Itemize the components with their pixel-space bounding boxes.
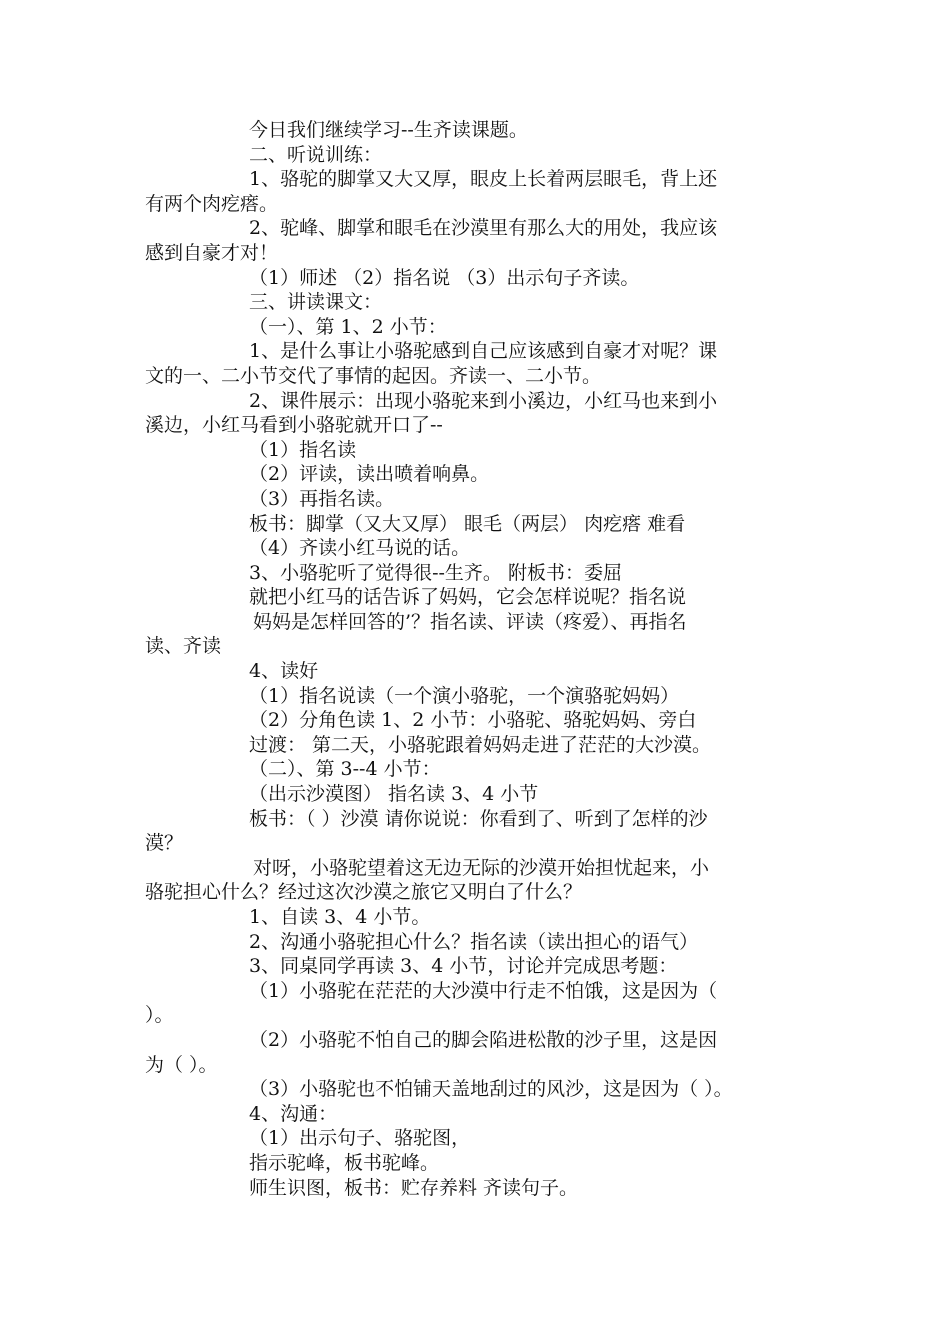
text-line: 三、讲读课文：	[249, 291, 383, 314]
text-line: 3、小骆驼听了觉得很--生齐。 附板书：委屈	[249, 561, 622, 584]
text-line: （1）指名说读（一个演小骆驼，一个演骆驼妈妈）	[249, 684, 680, 707]
text-line: （1）指名读	[249, 438, 357, 461]
text-line: 读、齐读	[145, 635, 222, 658]
text-line: 4、沟通：	[249, 1102, 338, 1125]
text-line: 文的一、二小节交代了事情的起因。齐读一、二小节。	[145, 364, 602, 387]
text-line: 感到自豪才对！	[145, 241, 279, 264]
text-line: 妈妈是怎样回答的’？指名读、评读（疼爱）、再指名	[253, 610, 687, 633]
text-line: （1）出示句子、骆驼图，	[249, 1127, 471, 1150]
text-line: 溪边，小红马看到小骆驼就开口了--	[145, 414, 443, 437]
text-line: 4、读好	[249, 660, 319, 683]
text-line: 2、课件展示：出现小骆驼来到小溪边，小红马也来到小	[249, 389, 718, 412]
text-line: （3）再指名读。	[249, 487, 395, 510]
text-line: 就把小红马的话告诉了妈妈，它会怎样说呢？指名说	[249, 586, 687, 609]
text-line: 2、驼峰、脚掌和眼毛在沙漠里有那么大的用处，我应该	[249, 217, 718, 240]
text-line: 为（ ）。	[145, 1053, 218, 1076]
text-line: （2）分角色读 1、2 小节：小骆驼、骆驼妈妈、旁白	[249, 709, 697, 732]
text-line: （1）小骆驼在茫茫的大沙漠中行走不怕饿，这是因为（	[249, 979, 718, 1002]
text-line: （2）评读，读出喷着响鼻。	[249, 463, 490, 486]
text-line: 今日我们继续学习--生齐读课题。	[249, 119, 528, 141]
text-line: 二、听说训练：	[249, 143, 383, 166]
text-line: 对呀，小骆驼望着这无边无际的沙漠开始担忧起来，小	[253, 856, 710, 879]
text-line: 有两个肉疙瘩。	[145, 192, 279, 215]
text-line: 1、是什么事让小骆驼感到自己应该感到自豪才对呢？课	[249, 340, 718, 363]
text-line: 板书：脚掌（又大又厚） 眼毛（两层） 肉疙瘩 难看	[249, 512, 686, 535]
text-line: （2）小骆驼不怕自己的脚会陷进松散的沙子里，这是因	[249, 1028, 718, 1051]
text-line: （出示沙漠图） 指名读 3、4 小节	[249, 783, 539, 806]
text-line: （一）、第 1、2 小节：	[249, 315, 447, 338]
text-line: 1、骆驼的脚掌又大又厚，眼皮上长着两层眼毛，背上还	[249, 168, 718, 191]
text-line: 1、自读 3、4 小节。	[249, 906, 431, 928]
text-line: （1）师述 （2）指名说 （3）出示句子齐读。	[249, 266, 640, 289]
text-line: 漠？	[145, 832, 184, 855]
text-line: 板书：（ ）沙漠 请你说说：你看到了、听到了怎样的沙	[249, 807, 708, 830]
text-line: 师生识图，板书：贮存养料 齐读句子。	[249, 1176, 579, 1199]
document-body	[145, 118, 810, 1200]
text-line: （二）、第 3--4 小节：	[249, 758, 441, 781]
text-line: 骆驼担心什么？经过这次沙漠之旅它又明白了什么？	[145, 881, 583, 904]
text-line: （4）齐读小红马说的话。	[249, 537, 471, 560]
text-line: （3）小骆驼也不怕铺天盖地刮过的风沙，这是因为（ ）。	[249, 1078, 733, 1101]
text-line: ）。	[145, 1004, 174, 1027]
text-line: 3、同桌同学再读 3、4 小节，讨论并完成思考题：	[249, 955, 678, 978]
text-line: 指示驼峰，板书驼峰。	[249, 1151, 440, 1174]
text-line: 2、沟通小骆驼担心什么？指名读（读出担心的语气）	[249, 930, 699, 953]
text-line: 过渡： 第二天，小骆驼跟着妈妈走进了茫茫的大沙漠。	[249, 733, 712, 756]
